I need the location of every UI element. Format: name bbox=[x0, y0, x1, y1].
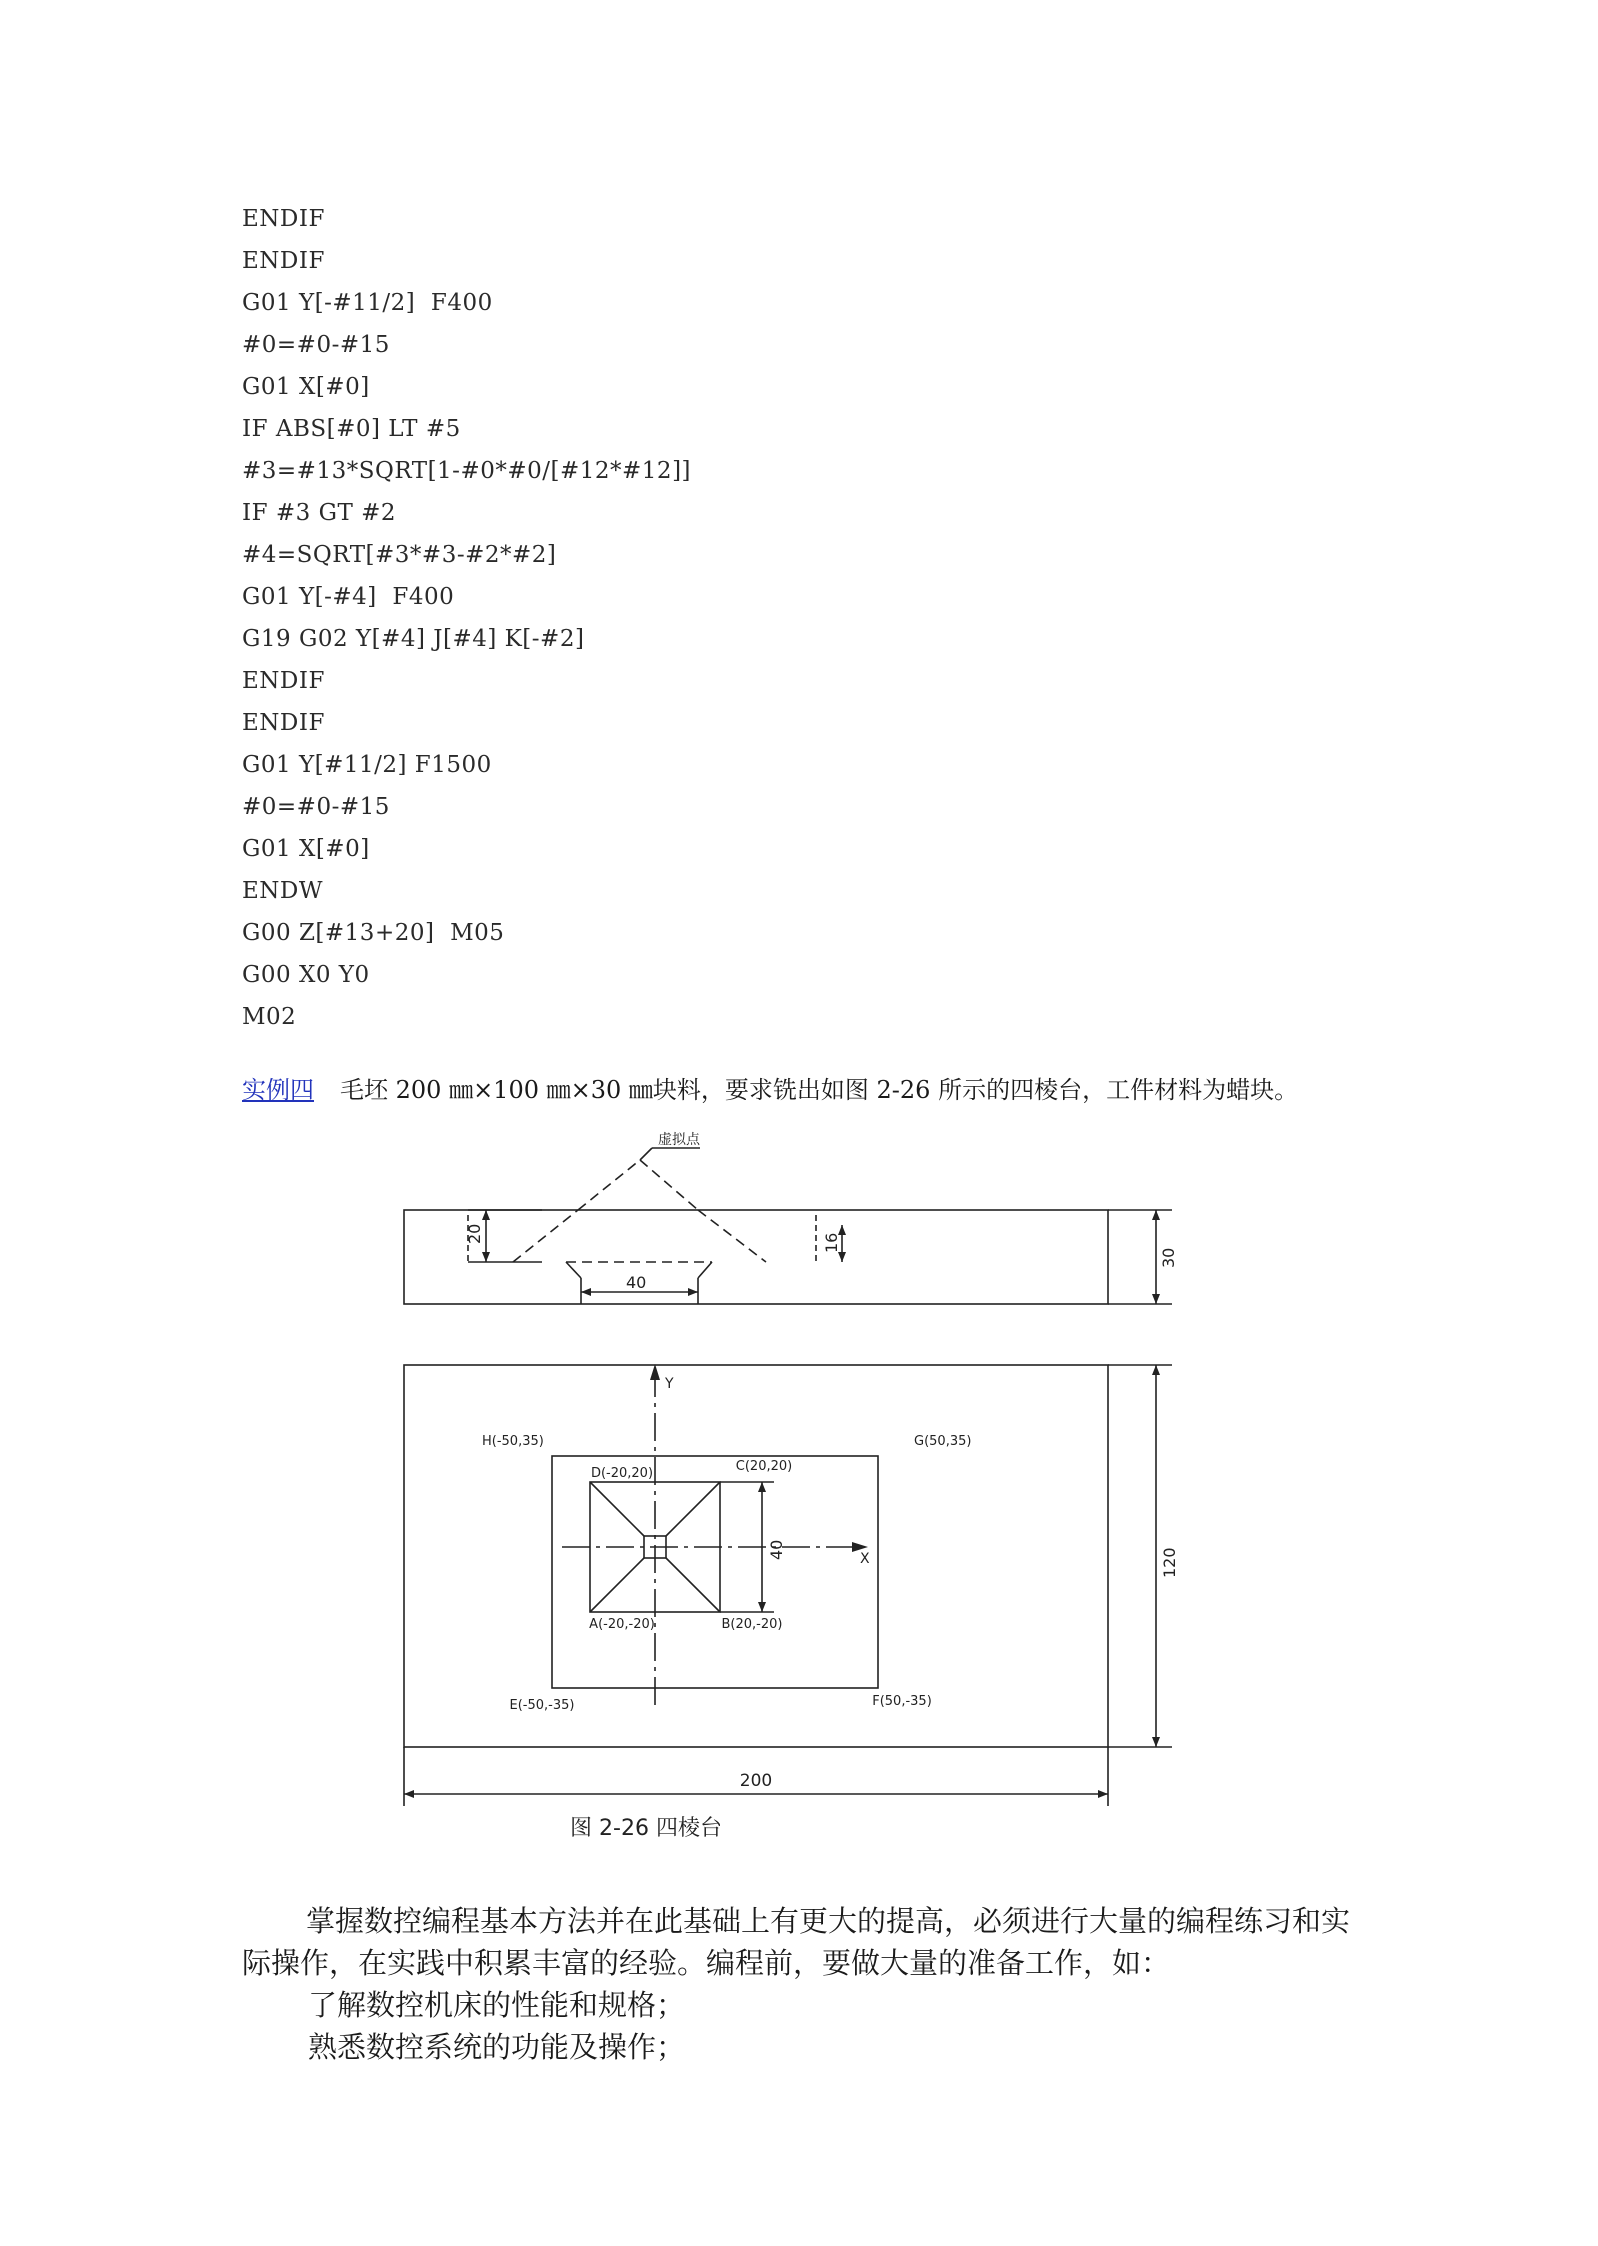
front-dim-30: 30 bbox=[1159, 1247, 1178, 1268]
code-line: G01 X[#0] bbox=[242, 374, 370, 400]
example-heading bbox=[242, 1070, 1382, 1110]
code-line: ENDIF bbox=[242, 206, 325, 232]
pocket-outline bbox=[552, 1456, 878, 1688]
code-line: G01 Y[-#11/2] F400 bbox=[242, 290, 493, 316]
code-line: IF #3 GT #2 bbox=[242, 500, 397, 526]
figure-caption: 图 2-26 四棱台 bbox=[570, 1816, 722, 1841]
code-line: ENDW bbox=[242, 878, 323, 904]
code-line: #0=#0-#15 bbox=[242, 332, 390, 358]
code-line: M02 bbox=[242, 1004, 297, 1030]
point-g-label: G(50,35) bbox=[914, 1434, 972, 1449]
paragraph-item-2: 熟悉数控系统的功能及操作； bbox=[308, 2030, 686, 2064]
code-line: #0=#0-#15 bbox=[242, 794, 390, 820]
point-c-label: C(20,20) bbox=[735, 1459, 793, 1474]
front-dim-20: 20 bbox=[465, 1223, 484, 1244]
code-line: #4=SQRT[#3*#3-#2*#2] bbox=[242, 542, 557, 568]
axis-y-label: Y bbox=[665, 1376, 674, 1392]
body-paragraph bbox=[242, 1900, 1372, 2068]
top-view-outline bbox=[404, 1365, 1108, 1747]
front-view-outline bbox=[404, 1210, 1108, 1304]
top-dim-200: 200 bbox=[739, 1771, 773, 1791]
code-line: #3=#13*SQRT[1-#0*#0/[#12*#12]] bbox=[242, 458, 692, 484]
code-line: G00 X0 Y0 bbox=[242, 962, 370, 988]
example-text: 毛坯 200 ㎜×100 ㎜×30 ㎜块料，要求铣出如图 2-26 所示的四棱台，工件材料为蜡块。 bbox=[340, 1076, 1299, 1104]
code-line: G01 Y[#11/2] F1500 bbox=[242, 752, 492, 778]
front-dim-40: 40 bbox=[626, 1273, 647, 1292]
top-dim-40: 40 bbox=[767, 1539, 786, 1560]
frustum-drawing bbox=[382, 1132, 1242, 1860]
point-f-label: F(50,-35) bbox=[872, 1694, 932, 1709]
point-e-label: E(-50,-35) bbox=[509, 1698, 575, 1713]
code-line: G01 Y[-#4] F400 bbox=[242, 584, 455, 610]
point-h-label: H(-50,35) bbox=[482, 1434, 544, 1449]
code-line: ENDIF bbox=[242, 668, 325, 694]
example-link[interactable]: 实例四 bbox=[242, 1076, 314, 1104]
code-line: G01 X[#0] bbox=[242, 836, 370, 862]
point-d-label: D(-20,20) bbox=[590, 1466, 654, 1481]
code-line: ENDIF bbox=[242, 248, 325, 274]
paragraph-item-1: 了解数控机床的性能和规格； bbox=[308, 1988, 686, 2022]
front-dim-16: 16 bbox=[822, 1232, 841, 1253]
figure-2-26 bbox=[382, 1132, 1242, 1860]
paragraph-main: 掌握数控编程基本方法并在此基础上有更大的提高，必须进行大量的编程练习和实际操作，在实践中积累丰富的经验。编程前，要做大量的准备工作，如： bbox=[242, 1904, 1351, 1980]
point-a-label: A(-20,-20) bbox=[589, 1617, 655, 1632]
top-dim-120: 120 bbox=[1160, 1547, 1179, 1578]
code-line: G19 G02 Y[#4] J[#4] K[-#2] bbox=[242, 626, 585, 652]
code-line: IF ABS[#0] LT #5 bbox=[242, 416, 461, 442]
front-annotation: 虚拟点 bbox=[658, 1132, 700, 1148]
axis-x-label: X bbox=[860, 1551, 870, 1567]
point-b-label: B(20,-20) bbox=[721, 1617, 783, 1632]
code-block bbox=[242, 198, 1342, 1038]
code-line: G00 Z[#13+20] M05 bbox=[242, 920, 505, 946]
code-line: ENDIF bbox=[242, 710, 325, 736]
